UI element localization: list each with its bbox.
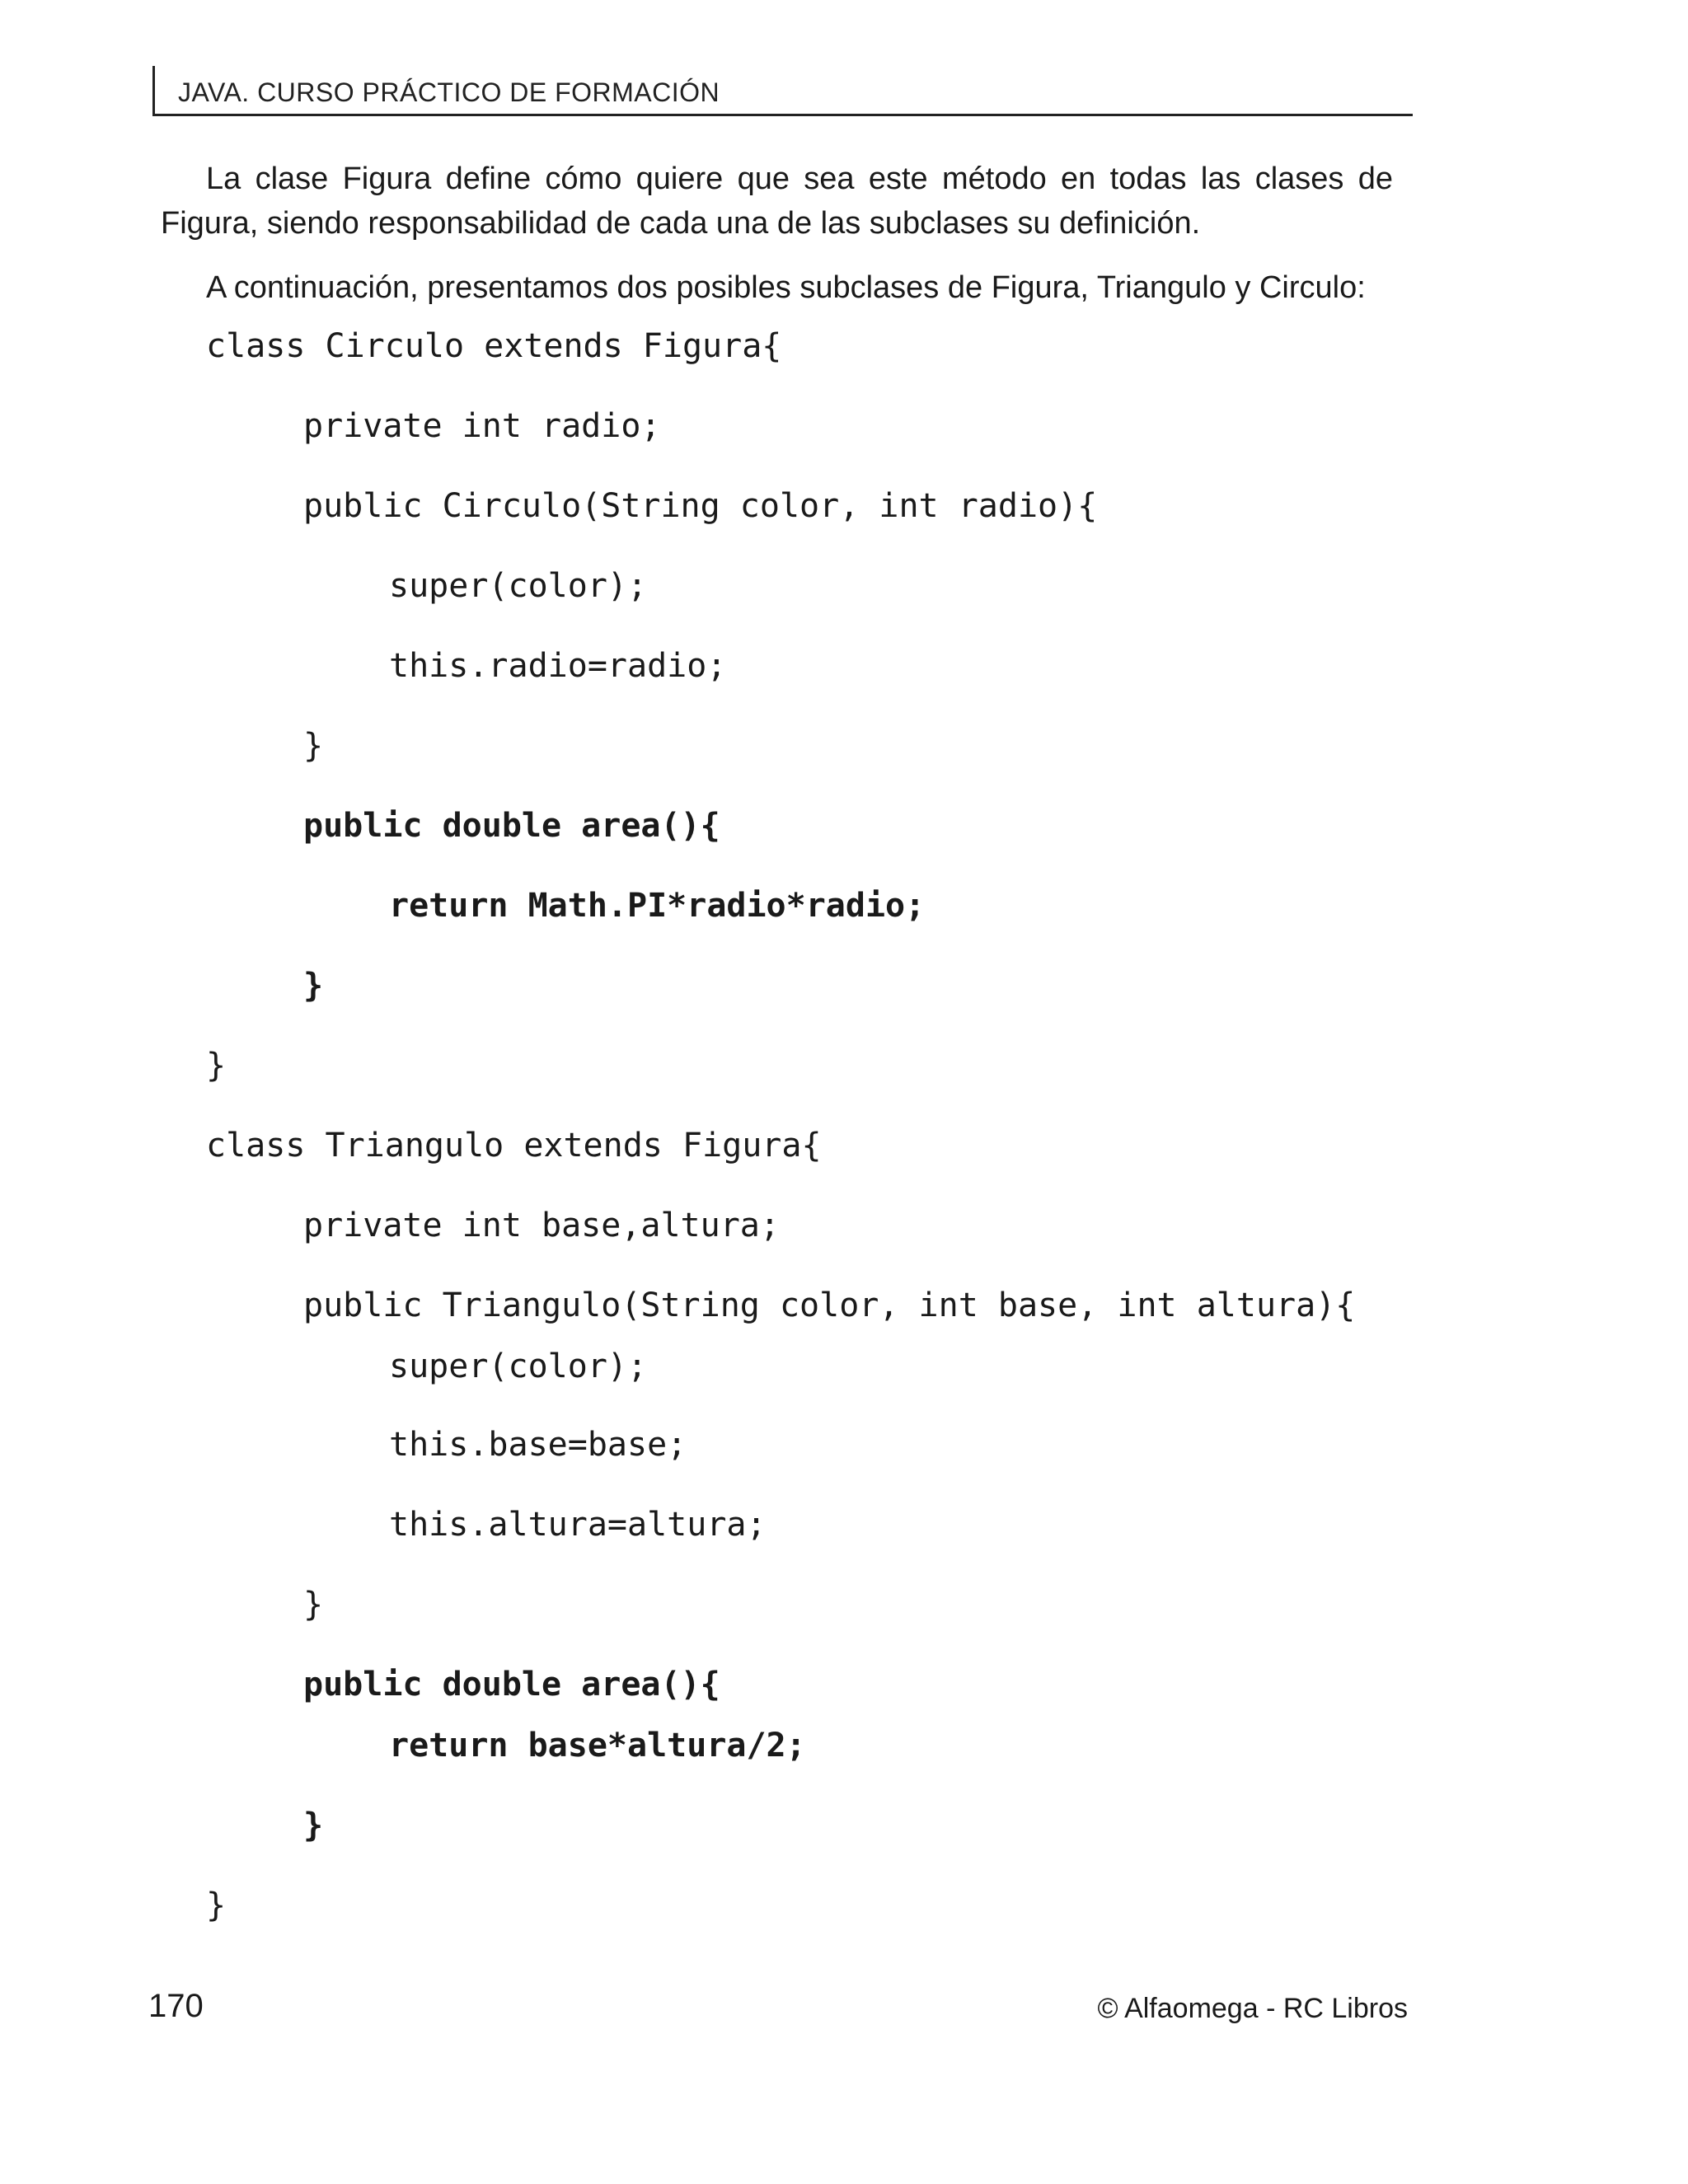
code-line-bold: } bbox=[303, 967, 324, 1005]
code-line: private int radio; bbox=[303, 407, 661, 445]
code-line-bold: public double area(){ bbox=[303, 1666, 720, 1704]
code-line: private int base,altura; bbox=[303, 1207, 780, 1244]
code-line: public Circulo(String color, int radio){ bbox=[303, 487, 1098, 525]
code-line: } bbox=[303, 1586, 324, 1624]
code-line: this.altura=altura; bbox=[389, 1506, 767, 1544]
code-line: class Circulo extends Figura{ bbox=[206, 327, 782, 365]
code-line-bold: return base*altura/2; bbox=[389, 1727, 806, 1765]
code-line: } bbox=[206, 1886, 227, 1924]
intro-paragraph: La clase Figura define cómo quiere que sea este método en todas las clases de Figura, siendo responsabilidad de cada una de las subclases su definición. bbox=[161, 162, 1393, 241]
code-line: this.base=base; bbox=[389, 1426, 687, 1464]
running-header bbox=[152, 66, 1413, 116]
page-number: 170 bbox=[148, 1988, 204, 2024]
subclasses-paragraph: A continuación, presentamos dos posibles subclases de Figura, Triangulo y Circulo: bbox=[206, 270, 1366, 305]
code-line-bold: public double area(){ bbox=[303, 807, 720, 845]
code-line: this.radio=radio; bbox=[389, 647, 727, 685]
code-line: super(color); bbox=[389, 1347, 648, 1385]
code-line: public Triangulo(String color, int base, int altura){ bbox=[303, 1286, 1356, 1324]
code-line: } bbox=[206, 1047, 227, 1085]
copyright-notice: © Alfaomega - RC Libros bbox=[1097, 1993, 1408, 2024]
code-line: class Triangulo extends Figura{ bbox=[206, 1127, 822, 1165]
code-line: } bbox=[303, 727, 324, 765]
code-line: super(color); bbox=[389, 567, 648, 605]
code-line-bold: } bbox=[303, 1807, 324, 1844]
running-header-title: JAVA. CURSO PRÁCTICO DE FORMACIÓN bbox=[178, 77, 720, 107]
code-line-bold: return Math.PI*radio*radio; bbox=[389, 887, 926, 925]
